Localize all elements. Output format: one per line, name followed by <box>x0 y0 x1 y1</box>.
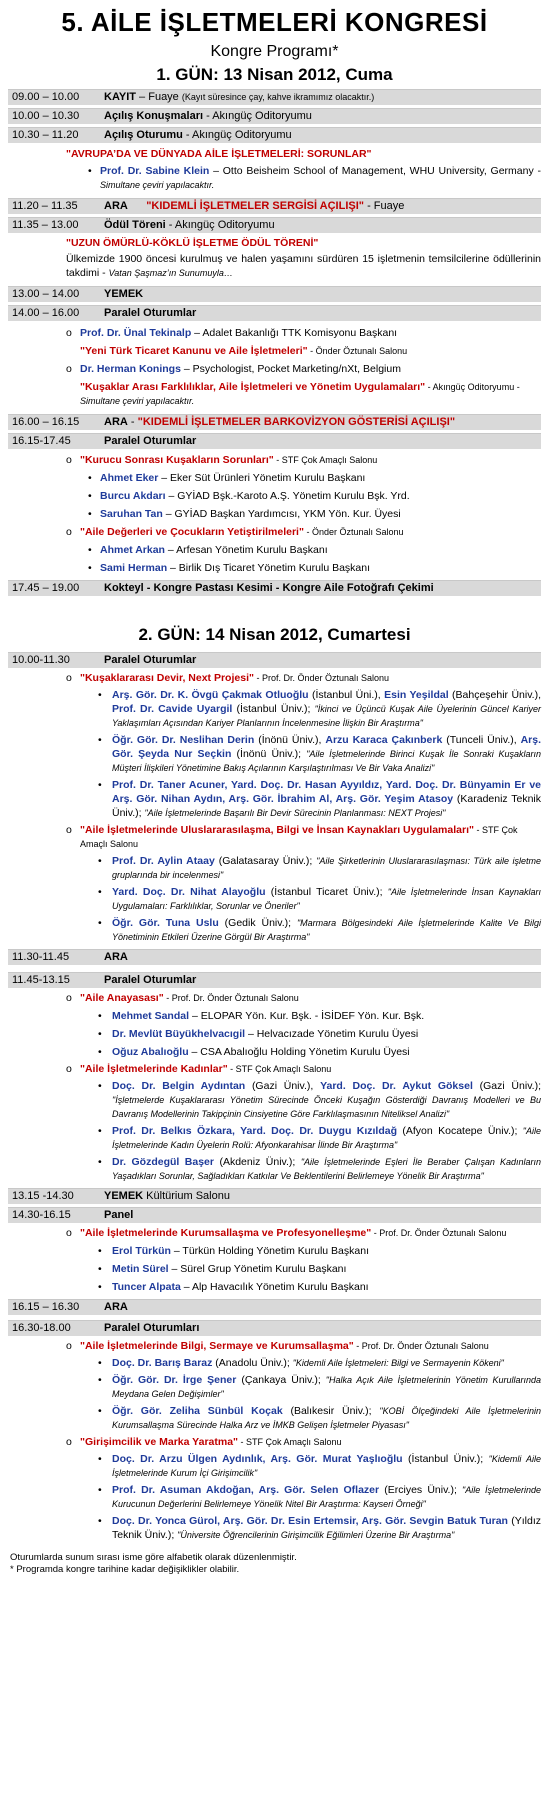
award-host: Vatan Şaşmaz’ın Sunumuyla… <box>108 268 233 278</box>
speaker-item <box>8 507 541 521</box>
author-affiliation: (Akdeniz Üniv.); <box>213 1156 301 1168</box>
session-title: Paralel Oturumlar <box>104 307 197 319</box>
session-title: Ödül Töreni <box>104 219 166 231</box>
session-location: Kültürium Salonu <box>143 1190 230 1202</box>
author-name: Doç. Dr. Belgin Aydıntan <box>112 1080 246 1092</box>
bullet-icon: • <box>88 165 92 177</box>
session-time: 13.00 – 14.00 <box>12 288 80 300</box>
speaker-item <box>8 164 541 192</box>
session-time: 16.30-18.00 <box>12 1322 71 1334</box>
footnote-changes: * Programda kongre tarihine kadar değişiklikler olabilir. <box>10 1564 240 1575</box>
author-name: Arş. Gör. Dr. K. Övgü Çakmak Otluoğlu <box>112 689 309 701</box>
circle-bullet-icon: o <box>66 454 72 466</box>
speaker-name: Dr. Mevlüt Büyükhelvacıgil <box>112 1028 246 1040</box>
bullet-icon: • <box>98 1357 102 1369</box>
panel-location: - STF Çok Amaçlı Salonu <box>273 455 378 465</box>
session-bar <box>8 108 541 124</box>
speaker-item <box>8 543 541 557</box>
panel-item <box>8 1062 541 1076</box>
paper-item <box>8 1514 541 1542</box>
speaker-item <box>8 1027 541 1041</box>
author-name: Prof. Dr. Cavide Uyargil <box>112 703 233 715</box>
paper-item <box>8 1483 541 1511</box>
speaker-name: Mehmet Sandal <box>112 1010 190 1022</box>
author-name: Öğr. Gör. Zeliha Sünbül Koçak <box>112 1405 283 1417</box>
panel-item <box>8 1339 541 1353</box>
page-title: 5. AİLE İŞLETMELERİ KONGRESİ <box>61 7 488 37</box>
author-name: Esin Yeşildal <box>384 689 449 701</box>
bullet-icon: • <box>98 886 102 898</box>
session-time: 11.35 – 13.00 <box>12 219 79 231</box>
paper-title: "Kidemli Aile İşletmelerinde Kurum İçi Girişimcilik" <box>112 1454 541 1478</box>
panel-title: "Aile Anayasası" <box>80 992 164 1004</box>
author-affiliation: (Afyon Kocatepe Üniv.); <box>397 1125 523 1137</box>
paper-item <box>8 778 541 820</box>
speaker-name: Metin Sürel <box>112 1263 169 1275</box>
program-page <box>0 6 549 1576</box>
panel-item <box>8 991 541 1005</box>
bullet-icon: • <box>88 562 92 574</box>
award-description <box>8 252 541 280</box>
award-title: "UZUN ÖMÜRLÜ-KÖKLÜ İŞLETME ÖDÜL TÖRENİ" <box>66 237 319 249</box>
session-time: 11.30-11.45 <box>12 951 70 963</box>
speaker-name: Ahmet Eker <box>100 472 159 484</box>
author-name: Yard. Doç. Dr. Aykut Göksel <box>320 1080 473 1092</box>
bullet-icon: • <box>88 490 92 502</box>
day-1-heading: 1. GÜN: 13 Nisan 2012, Cuma <box>156 65 393 84</box>
author-name: Doç. Dr. Barış Baraz <box>112 1357 213 1369</box>
footnote-order: Oturumlarda sunum sırası isme göre alfabetik olarak düzenlenmiştir. <box>10 1552 297 1563</box>
speaker-name: Ahmet Arkan <box>100 544 165 556</box>
paper-title: "Marmara Bölgesindeki Aile İşletmelerinde Kalite Ve Bilgi Yönetiminin Etkileri Üzerine Görgül Bir Araştırma" <box>112 918 541 942</box>
author-affiliation: (İnönü Üniv.), <box>254 734 326 746</box>
session-time: 10.00-11.30 <box>12 654 70 666</box>
panel-item <box>8 525 541 539</box>
session-time: 17.45 – 19.00 <box>12 582 80 594</box>
panel-location: - Prof. Dr. Önder Öztunalı Salonu <box>163 993 299 1003</box>
bullet-icon: • <box>98 779 102 791</box>
author-name: Doç. Dr. Arzu Ülgen Aydınlık, Arş. Gör. Murat Yaşlıoğlu <box>112 1453 403 1465</box>
paper-item <box>8 1155 541 1183</box>
speaker-item <box>8 1009 541 1023</box>
paper-title: "Aile İşletmelerinde Kadın Üyelerin Rolü: Afyonkarahisar İlinde Bir Araştırma" <box>112 1126 541 1150</box>
session-location: – Fuaye <box>136 91 182 103</box>
panel-item <box>8 823 541 851</box>
author-affiliation: (İstanbul Üni.), <box>308 689 385 701</box>
bullet-icon: • <box>88 472 92 484</box>
session-time: 11.20 – 11.35 <box>12 200 78 212</box>
bullet-icon: • <box>98 1028 102 1040</box>
speaker-name: Erol Türkün <box>112 1245 171 1257</box>
author-affiliation: (Gazi Üniv.); <box>472 1080 541 1092</box>
author-affiliation: (İstanbul Üniv.); <box>402 1453 489 1465</box>
session-title: Paralel Oturumlar <box>104 435 197 447</box>
panel-title: "Aile İşletmelerinde Bilgi, Sermaye ve Kurumsallaşma" <box>80 1340 354 1352</box>
author-name: Yard. Doç. Dr. Nihat Alayoğlu <box>112 886 266 898</box>
session-bar <box>8 1207 541 1223</box>
paper-item <box>8 1079 541 1121</box>
bullet-icon: • <box>98 1405 102 1417</box>
bullet-icon: • <box>88 508 92 520</box>
talk-title: "Yeni Türk Ticaret Kanunu ve Aile İşletmeleri" <box>80 345 308 357</box>
author-affiliation: (Galatasaray Üniv.); <box>214 855 317 867</box>
paper-title: "Aile İşletmelerinde İnsan Kaynakları Uygulamaları: Farklılıklar, Sorunlar ve Öneriler" <box>112 887 541 911</box>
speaker-name: Prof. Dr. Sabine Klein <box>100 165 210 177</box>
talk-item <box>8 344 541 358</box>
author-affiliation: (Karadeniz Teknik Üniv.); <box>112 793 541 819</box>
page-subtitle: Kongre Programı* <box>210 43 339 60</box>
author-affiliation: (Balıkesir Üniv.); <box>282 1405 380 1417</box>
bullet-icon: • <box>98 734 102 746</box>
session-title: Kokteyl - Kongre Pastası Kesimi - Kongre Aile Fotoğrafı Çekimi <box>104 582 434 594</box>
session-time: 13.15 -14.30 <box>12 1190 74 1202</box>
speaker-name: Tuncer Alpata <box>112 1281 181 1293</box>
paper-item <box>8 1373 541 1401</box>
session-title: Paralel Oturumlar <box>104 974 197 986</box>
session-bar <box>8 305 541 321</box>
panel-item <box>8 671 541 685</box>
speaker-affiliation: – GYİAD Başkan Yardımcısı, YKM Yön. Kur. Üyesi <box>162 508 401 520</box>
author-affiliation: (Anadolu Üniv.); <box>212 1357 293 1369</box>
bullet-icon: • <box>98 689 102 701</box>
session-bar <box>8 414 541 430</box>
speaker-item <box>8 326 541 340</box>
session-title: ARA <box>104 951 128 963</box>
circle-bullet-icon: o <box>66 363 72 375</box>
speaker-affiliation: – ELOPAR Yön. Kur. Bşk. - İSİDEF Yön. Kur. Bşk. <box>189 1010 425 1022</box>
session-title: YEMEK <box>104 288 144 300</box>
speaker-affiliation: – Alp Havacılık Yönetim Kurulu Başkanı <box>180 1281 369 1293</box>
paper-title: "Aile İşletmelerinde Eşleri İle Beraber Çalışan Kadınların Yaşadıkları Sorunlar, Sağladıkları Katkılar Ve Beklentilerini Belirlemeye Yönelik Bir Araştırma" <box>112 1157 541 1181</box>
session-title: ARA <box>104 416 128 428</box>
speaker-affiliation: – Psychologist, Pocket Marketing/nXt, Belgium <box>180 363 401 375</box>
panel-title: "Aile İşletmelerinde Uluslararasılaşma, Bilgi ve İnsan Kaynakları Uygulamaları" <box>80 824 474 836</box>
session-time: 10.30 – 11.20 <box>12 129 79 141</box>
panel-location: - STF Çok Amaçlı Salonu <box>227 1064 332 1074</box>
bullet-icon: • <box>98 1374 102 1386</box>
author-name: Arş. Gör. Şeyda Nur Seçkin <box>112 734 542 760</box>
circle-bullet-icon: o <box>66 1436 72 1448</box>
bullet-icon: • <box>98 917 102 929</box>
panel-title: "Aile İşletmelerinde Kadınlar" <box>80 1063 228 1075</box>
author-name: Prof. Dr. Asuman Akdoğan, Arş. Gör. Selen Oflazer <box>112 1484 380 1496</box>
panel-title: "Girişimcilik ve Marka Yaratma" <box>80 1436 239 1448</box>
paper-title: "Aile Şirketlerinin Uluslararasılaşması: Türk aile işletme gruplarında bir incelenmesi" <box>112 856 542 880</box>
circle-bullet-icon: o <box>66 824 72 836</box>
paper-item <box>8 854 541 882</box>
bullet-icon: • <box>98 855 102 867</box>
talk-location: - Akıngüç Oditoryumu - <box>425 382 520 392</box>
bullet-icon: • <box>98 1156 102 1168</box>
circle-bullet-icon: o <box>66 526 72 538</box>
speaker-affiliation: – Sürel Grup Yönetim Kurulu Başkanı <box>168 1263 347 1275</box>
circle-bullet-icon: o <box>66 1340 72 1352</box>
paper-title: "Aile İşletmelerinde Başarılı Bir Devir Sürecinin Planlanması: NEXT Projesi" <box>144 808 446 818</box>
session-time: 16.15 – 16.30 <box>12 1301 80 1313</box>
talk-note: Simultane çeviri yapılacaktır. <box>80 396 195 406</box>
author-name: Doç. Dr. Yonca Gürol, Arş. Gör. Dr. Esin Ertemsir, Arş. Gör. Sevgin Batuk Turan <box>112 1515 508 1527</box>
day-2-heading: 2. GÜN: 14 Nisan 2012, Cumartesi <box>138 625 411 644</box>
session-bar <box>8 949 541 965</box>
session-location: - Fuaye <box>364 200 405 212</box>
circle-bullet-icon: o <box>66 1227 72 1239</box>
speaker-item <box>8 1045 541 1059</box>
speaker-note: Simultane çeviri yapılacaktır. <box>100 180 215 190</box>
award-text: Ülkemizde 1900 öncesi kurulmuş ve halen yaşamını sürdüren 15 işletmenin temsilcilerine ödüllerinin takdimi - <box>66 253 541 279</box>
paper-item <box>8 733 541 775</box>
bullet-icon: • <box>98 1080 102 1092</box>
bullet-icon: • <box>98 1281 102 1293</box>
author-name: Öğr. Gör. Tuna Uslu <box>112 917 219 929</box>
author-name: Prof. Dr. Taner Acuner, Yard. Doç. Dr. Hasan Ayyıldız, Yard. Doç. Dr. Bünyamin Er ve Arş. Gör. Nihan Aydın, Arş. Gör. İbrahim Al, Arş. Gör. Yeşim Atasoy <box>112 779 541 805</box>
paper-item <box>8 688 541 730</box>
bullet-icon: • <box>98 1046 102 1058</box>
circle-bullet-icon: o <box>66 672 72 684</box>
session-bar <box>8 1188 541 1204</box>
session-bar <box>8 1299 541 1315</box>
speaker-affiliation: – Helvacızade Yönetim Kurulu Üyesi <box>245 1028 419 1040</box>
author-name: Prof. Dr. Belkıs Özkara, Yard. Doç. Dr. Duygu Kızıldağ <box>112 1125 397 1137</box>
session-time: 16.00 – 16.15 <box>12 416 80 428</box>
bullet-icon: • <box>98 1010 102 1022</box>
speaker-name: Saruhan Tan <box>100 508 163 520</box>
panel-item <box>8 1435 541 1449</box>
panel-location: - STF Çok Amaçlı Salonu <box>80 825 518 849</box>
circle-bullet-icon: o <box>66 327 72 339</box>
session-time: 09.00 – 10.00 <box>12 91 80 103</box>
author-name: Öğr. Gör. Dr. Neslihan Derin <box>112 734 255 746</box>
speaker-affiliation: – Otto Beisheim School of Management, WHU University, Germany - <box>209 165 541 177</box>
bullet-icon: • <box>98 1515 102 1527</box>
speaker-affiliation: – CSA Abalıoğlu Holding Yönetim Kurulu Üyesi <box>188 1046 410 1058</box>
speaker-affiliation: – Eker Süt Ürünleri Yönetim Kurulu Başkanı <box>158 472 366 484</box>
author-affiliation: (Tunceli Üniv.), <box>442 734 521 746</box>
session-location: - Akıngüç Oditoryumu <box>165 219 275 231</box>
author-affiliation: (İnönü Üniv.); <box>231 748 307 760</box>
session-title: Açılış Konuşmaları <box>104 110 204 122</box>
author-affiliation: (Gazi Üniv.), <box>245 1080 321 1092</box>
panel-location: - Prof. Dr. Önder Öztunalı Salonu <box>371 1228 507 1238</box>
paper-item <box>8 885 541 913</box>
speaker-item <box>8 1262 541 1276</box>
panel-item <box>8 1226 541 1240</box>
speaker-item <box>8 1280 541 1294</box>
speaker-affiliation: – Birlik Dış Ticaret Yönetim Kurulu Başkanı <box>167 562 371 574</box>
speaker-name: Burcu Akdarı <box>100 490 166 502</box>
speaker-item <box>8 471 541 485</box>
paper-title: "İkinci ve Üçüncü Kuşak Aile Üyelerinin Güncel Kariyer Yaklaşımları Açısından Kariyer Planlarının İncelenmesine İlişkin Bir Araştırma" <box>112 704 541 728</box>
author-name: Prof. Dr. Aylin Ataay <box>112 855 215 867</box>
session-time: 10.00 – 10.30 <box>12 110 80 122</box>
speaker-item <box>8 362 541 376</box>
bullet-icon: • <box>98 1245 102 1257</box>
paper-item <box>8 1356 541 1370</box>
session-bar <box>8 1320 541 1336</box>
bullet-icon: • <box>98 1263 102 1275</box>
session-time: 11.45-13.15 <box>12 974 70 986</box>
panel-location: - Prof. Dr. Önder Öztunalı Salonu <box>253 673 390 683</box>
author-affiliation: (Bahçeşehir Üniv.), <box>448 689 541 701</box>
session-bar <box>8 652 541 668</box>
paper-title: "İşletmelerde Kuşaklararası Yönetim Sürecinde Önceki Kuşağın Gösterdiği Davranış Modelleri ve Bu Davranış Modellerinin Takipçinin Cinsiyetine Göre Farklılaşmasının Niteliksel Analizi" <box>112 1095 541 1119</box>
session-bar <box>8 127 541 143</box>
talk-item <box>8 380 541 408</box>
panel-title: "Aile İşletmelerinde Kurumsallaşma ve Profesyonelleşme" <box>80 1227 372 1239</box>
bullet-icon: • <box>88 544 92 556</box>
author-name: Arzu Karaca Çakınberk <box>325 734 443 746</box>
author-affiliation: (İstanbul Üniv.); <box>232 703 315 715</box>
speaker-name: Sami Herman <box>100 562 168 574</box>
session-bar <box>8 286 541 302</box>
session-location: - Akıngüç Oditoryumu <box>182 129 292 141</box>
session-bar <box>8 89 541 105</box>
author-affiliation: (Gedik Üniv.); <box>218 917 297 929</box>
session-time: 14.30-16.15 <box>12 1209 71 1221</box>
paper-item <box>8 1404 541 1432</box>
session-title: Paralel Oturumlar <box>104 654 197 666</box>
speaker-affiliation: – GYİAD Bşk.-Karoto A.Ş. Yönetim Kurulu Bşk. Yrd. <box>165 490 410 502</box>
circle-bullet-icon: o <box>66 1063 72 1075</box>
paper-title: "KOBİ Ölçeğindeki Aile İşletmelerinin Kurumsallaşma Sürecinde Halka Arz ve İMKB Gelişen İşletmeler Piyasası" <box>112 1406 541 1430</box>
paper-item <box>8 1452 541 1480</box>
paper-title: "Halka Açık Aile İşletmelerinin Yönetim Kurullarında Meydana Gelen Değişimler" <box>112 1375 542 1399</box>
paper-item <box>8 916 541 944</box>
session-bar <box>8 433 541 449</box>
paper-title: "Üniversite Öğrencilerinin Girişimcilik Eğilimleri Üzerine Bir Araştırma" <box>177 1530 455 1540</box>
author-affiliation: (İstanbul Ticaret Üniv.); <box>265 886 388 898</box>
talk-title: "AVRUPA’DA VE DÜNYADA AİLE İŞLETMELERİ: SORUNLAR" <box>66 148 372 160</box>
bullet-icon: • <box>98 1484 102 1496</box>
session-title: ARA <box>104 200 128 212</box>
exhibit-title: "KIDEMLİ İŞLETMELER SERGİSİ AÇILIŞI" <box>146 200 365 212</box>
panel-title: "Aile Değerleri ve Çocukların Yetiştirilmeleri" <box>80 526 304 538</box>
session-title: ARA <box>104 1301 128 1313</box>
paper-title: "Aile İşletmelerinde Birinci Kuşak İle Sonraki Kuşakların Müşteri İlişkileri Yönetimine Bakış Açılarının Karşılaştırılması Ve Bir Vaka Analizi" <box>112 749 541 773</box>
session-bar <box>8 198 541 214</box>
session-bar <box>8 217 541 233</box>
paper-title: "Aile İşletmelerinde Kurucunun Değerlerini Belirlemeye Yönelik Nitel Bir Araştırma: Kayseri Örneği" <box>112 1485 542 1509</box>
speaker-affiliation: – Türkün Holding Yönetim Kurulu Başkanı <box>170 1245 369 1257</box>
session-note: (Kayıt süresince çay, kahve ikramımız olacaktır.) <box>181 92 375 102</box>
panel-title: "Kurucu Sonrası Kuşakların Sorunları" <box>80 454 274 466</box>
panel-location: - Prof. Dr. Önder Öztunalı Salonu <box>353 1341 489 1351</box>
speaker-name: Dr. Herman Konings <box>80 363 181 375</box>
author-affiliation: (Yıldız Teknik Üniv.); <box>112 1515 541 1541</box>
panel-title: "Kuşaklararası Devir, Next Projesi" <box>80 672 254 684</box>
paper-item <box>8 1124 541 1152</box>
exhibit-title: "KIDEMLİ İŞLETMELER BARKOVİZYON GÖSTERİSİ AÇILIŞI" <box>137 416 456 428</box>
speaker-name: Prof. Dr. Ünal Tekinalp <box>80 327 192 339</box>
speaker-affiliation: – Arfesan Yönetim Kurulu Başkanı <box>164 544 328 556</box>
author-name: Dr. Gözdegül Başer <box>112 1156 214 1168</box>
speaker-item <box>8 489 541 503</box>
session-title: KAYIT <box>104 91 136 103</box>
session-title: Açılış Oturumu <box>104 129 183 141</box>
talk-title: "Kuşaklar Arası Farklılıklar, Aile İşletmeleri ve Yönetim Uygulamaları" <box>80 381 426 393</box>
author-name: Öğr. Gör. Dr. İrge Şener <box>112 1374 237 1386</box>
speaker-item <box>8 1244 541 1258</box>
circle-bullet-icon: o <box>66 992 72 1004</box>
separator: - <box>127 416 138 428</box>
session-title: Panel <box>104 1209 134 1221</box>
panel-location: - STF Çok Amaçlı Salonu <box>238 1437 342 1447</box>
speaker-name: Oğuz Abalıoğlu <box>112 1046 189 1058</box>
bullet-icon: • <box>98 1125 102 1137</box>
session-bar <box>8 972 541 988</box>
panel-item <box>8 453 541 467</box>
session-title: Paralel Oturumları <box>104 1322 200 1334</box>
author-affiliation: (Çankaya Üniv.); <box>236 1374 326 1386</box>
speaker-item <box>8 561 541 575</box>
paper-title: "Kidemli Aile İşletmeleri: Bilgi ve Sermayenin Kökeni" <box>292 1358 504 1368</box>
session-bar <box>8 580 541 596</box>
session-title: YEMEK <box>104 1190 144 1202</box>
session-time: 14.00 – 16.00 <box>12 307 80 319</box>
panel-location: - Önder Öztunalı Salonu <box>303 527 404 537</box>
bullet-icon: • <box>98 1453 102 1465</box>
talk-location: - Önder Öztunalı Salonu <box>307 346 408 356</box>
speaker-affiliation: – Adalet Bakanlığı TTK Komisyonu Başkanı <box>191 327 398 339</box>
author-affiliation: (Erciyes Üniv.); <box>379 1484 463 1496</box>
session-time: 16.15-17.45 <box>12 435 71 447</box>
session-location: - Akıngüç Oditoryumu <box>203 110 312 122</box>
